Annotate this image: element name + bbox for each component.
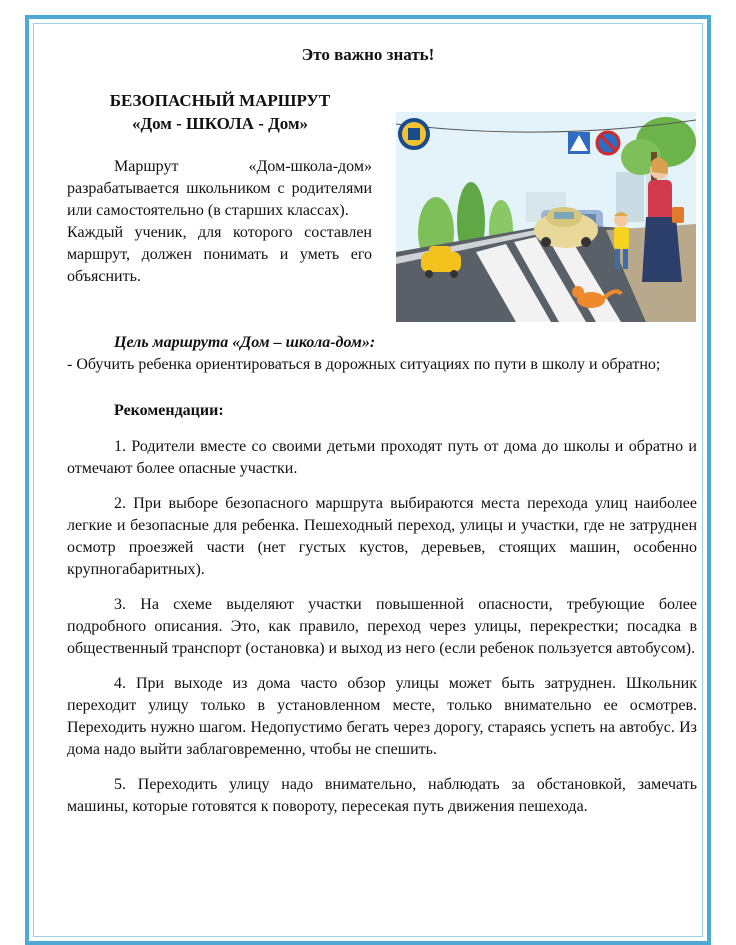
intro-section: [67, 156, 372, 288]
document-title: БЕЗОПАСНЫЙ МАРШРУТ: [109, 91, 331, 110]
recommendation-item: 4. При выходе из дома часто обзор улицы может быть затруднен. Школьник переходит улицу только в установленном месте, только внимательно ее осмотрев. Переходить нужно шагом. Недопустимо бегать через дорогу, стараясь успеть на автобус. Из дома надо выйти заблаговременно, чтобы не спешить.: [67, 675, 697, 758]
recommendation-item: 5. Переходить улицу надо внимательно, наблюдать за обстановкой, замечать машины, которые готовятся к повороту, пересекая путь движения пешехода.: [67, 776, 697, 815]
recommendation-item: 2. При выборе безопасного маршрута выбираются места перехода улиц наиболее легкие и безопасные для ребенка. Пешеходный переход, улицы и участки, где не затруднен осмотр проезжей части (нет густых кустов, деревьев, стоящих машин, особенно крупногабаритных).: [67, 495, 697, 578]
document-subtitle: «Дом - ШКОЛА - Дом»: [131, 114, 309, 133]
recommendation-item: 3. На схеме выделяют участки повышенной опасности, требующие более подробного описания. Это, как правило, переход через улицы, перекрестки; посадка в общественный транспорт (остановка) и выход из него (если ребенок пользуется автобусом).: [67, 596, 697, 657]
street-illustration-svg: [396, 112, 696, 322]
intro-paragraph: Маршрут «Дом-школа-дом» разрабатывается школьником с родителями или самостоятельно (в старших классах).: [67, 158, 372, 219]
street-crossing-illustration: [396, 112, 696, 322]
goal-text: - Обучить ребенка ориентироваться в дорожных ситуациях по пути в школу и обратно;: [67, 356, 661, 373]
intro-paragraph: Каждый ученик, для которого составлен маршрут, должен понимать и уметь его объяснить.: [67, 224, 372, 285]
document-body: [67, 332, 697, 818]
goal-title: Цель маршрута «Дом – школа-дом»:: [114, 334, 376, 351]
top-note: Это важно знать!: [301, 45, 435, 64]
recommendation-item: 1. Родители вместе со своими детьми проходят путь от дома до школы и обратно и отмечают более опасные участки.: [67, 438, 697, 477]
recommendations-title: Рекомендации:: [114, 402, 224, 419]
